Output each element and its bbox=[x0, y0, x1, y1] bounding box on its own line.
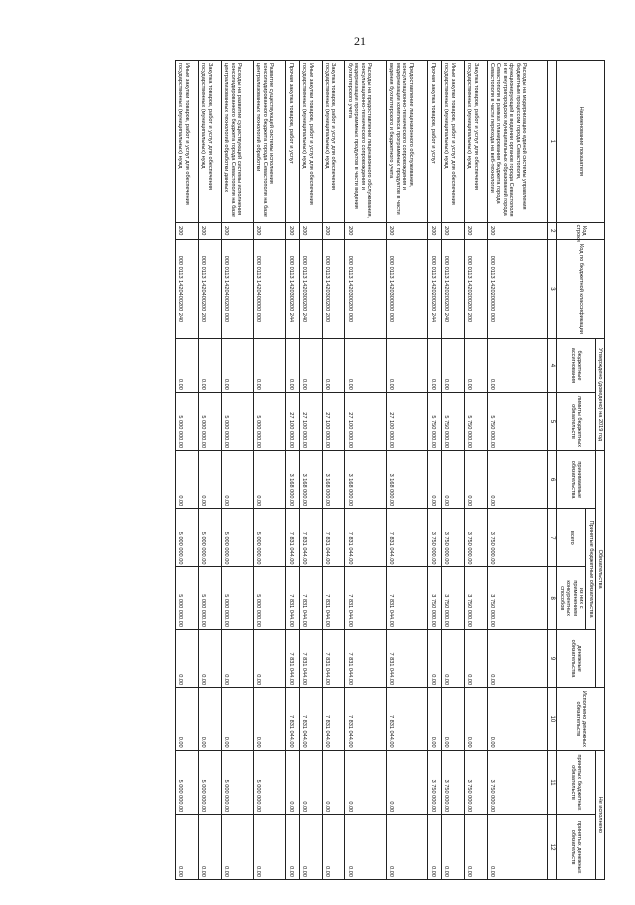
table-row bbox=[299, 61, 322, 880]
row-not-exec-monetary: 0.00 bbox=[386, 815, 427, 880]
row-code: 200 bbox=[428, 222, 442, 239]
row-not-exec-budget: 3 750 000.00 bbox=[464, 750, 487, 815]
row-budget-limits: 27 100 000.00 bbox=[386, 392, 427, 450]
row-code: 200 bbox=[345, 222, 386, 239]
row-monetary-obl: 7 831 044.00 bbox=[286, 629, 300, 687]
row-accepted-obl: 3 168 000.00 bbox=[286, 451, 300, 509]
row-accepted-competitive: 5 000 000.00 bbox=[221, 567, 253, 630]
row-code: 200 bbox=[487, 222, 547, 239]
row-accepted-obl: 0.00 bbox=[441, 451, 464, 509]
table-row bbox=[322, 61, 345, 880]
row-budget-alloc: 0.00 bbox=[299, 339, 322, 393]
row-kbk: 000 0113 1420300000 000 bbox=[386, 239, 427, 338]
row-accepted-competitive: 7 831 044.00 bbox=[386, 567, 427, 630]
header-row-code: Код строки bbox=[557, 222, 605, 239]
col-index: 12 bbox=[547, 815, 557, 880]
page-number: 21 bbox=[354, 34, 366, 48]
row-not-exec-budget: 0.00 bbox=[322, 750, 345, 815]
row-accepted-competitive: 7 831 044.00 bbox=[299, 567, 322, 630]
header-accepted-budget: Принятые бюджетные обязательства bbox=[586, 509, 595, 630]
row-budget-limits: 5 750 000.00 bbox=[428, 392, 442, 450]
row-executed-monetary: 0.00 bbox=[441, 688, 464, 751]
row-name: Расходы на развитие существующей системы исполнения консолидированного бюджета города Севастополя на базе централизованных технологий обработки данных bbox=[221, 61, 253, 223]
row-not-exec-monetary: 0.00 bbox=[345, 815, 386, 880]
header-budget-limits: лимиты бюджетных обязательств bbox=[557, 392, 595, 450]
rotated-table-container bbox=[175, 60, 605, 880]
row-code: 200 bbox=[441, 222, 464, 239]
row-budget-alloc: 0.00 bbox=[253, 339, 285, 393]
row-executed-monetary: 7 831 044.00 bbox=[345, 688, 386, 751]
column-index-row bbox=[547, 61, 557, 880]
col-index: 9 bbox=[547, 629, 557, 687]
col-index: 2 bbox=[547, 222, 557, 239]
row-code: 200 bbox=[253, 222, 285, 239]
table-row bbox=[464, 61, 487, 880]
row-accepted-obl: 0.00 bbox=[464, 451, 487, 509]
row-budget-alloc: 0.00 bbox=[176, 339, 199, 393]
row-name: Расходы на модернизацию единой системы управления бюджетным процессом города Севастополя, функционирующей в ведении органов города Севастополя и ее внутригородских муниципальных образований города Севастополя в рамках планирования бюджета города Севастополя в части перехода на веб-технологии bbox=[487, 61, 547, 223]
row-not-exec-monetary: 0.00 bbox=[322, 815, 345, 880]
col-index: 8 bbox=[547, 567, 557, 630]
row-not-exec-budget: 5 000 000.00 bbox=[253, 750, 285, 815]
row-accepted-total: 3 750 000.00 bbox=[441, 509, 464, 567]
row-monetary-obl: 0.00 bbox=[253, 629, 285, 687]
row-kbk: 000 0113 1420300200 200 bbox=[322, 239, 345, 338]
table-row bbox=[345, 61, 386, 880]
header-name: Наименование показателя bbox=[557, 61, 605, 223]
row-accepted-competitive: 5 000 000.00 bbox=[253, 567, 285, 630]
table-row bbox=[253, 61, 285, 880]
row-name: Расходы на предоставление лицензионного обслуживания, консультационно-технического сопровождения и модернизации программных продуктов в части ведения бухгалтерского учета bbox=[345, 61, 386, 223]
row-executed-monetary: 0.00 bbox=[176, 688, 199, 751]
row-accepted-obl: 0.00 bbox=[428, 451, 442, 509]
row-kbk: 000 0113 1420200200 200 bbox=[464, 239, 487, 338]
row-not-exec-budget: 0.00 bbox=[299, 750, 322, 815]
row-not-exec-monetary: 0.00 bbox=[428, 815, 442, 880]
row-not-exec-monetary: 0.00 bbox=[487, 815, 547, 880]
row-accepted-competitive: 3 750 000.00 bbox=[464, 567, 487, 630]
row-name: Развитие существующей системы исполнения консолидированного бюджета города Севастополя на базе централизованных технологий обработки bbox=[253, 61, 285, 223]
row-monetary-obl: 0.00 bbox=[487, 629, 547, 687]
row-budget-alloc: 0.00 bbox=[441, 339, 464, 393]
col-index: 6 bbox=[547, 451, 557, 509]
header-accepted-monetary-obl: принятых денежных обязательств bbox=[557, 815, 595, 880]
row-kbk: 000 0113 1420400200 000 bbox=[221, 239, 253, 338]
header-approved: Утверждено (доведено) на 2019 год bbox=[595, 339, 604, 451]
row-monetary-obl: 7 831 044.00 bbox=[322, 629, 345, 687]
row-accepted-obl: 3 168 000.00 bbox=[345, 451, 386, 509]
row-kbk: 000 0113 1420300200 240 bbox=[299, 239, 322, 338]
header-accepted-obl: принимаемые обязательства bbox=[557, 451, 595, 509]
header-budget-alloc: бюджетные ассигнования bbox=[557, 339, 595, 393]
row-code: 200 bbox=[386, 222, 427, 239]
header-obligations: Обязательства bbox=[595, 451, 604, 688]
row-name: Закупка товаров, работ и услуг для обеспечения государственных (муниципальных) нужд bbox=[198, 61, 221, 223]
row-kbk: 000 0113 1420400200 200 bbox=[198, 239, 221, 338]
row-monetary-obl: 7 831 044.00 bbox=[299, 629, 322, 687]
row-accepted-obl: 3 168 000.00 bbox=[386, 451, 427, 509]
row-monetary-obl: 0.00 bbox=[441, 629, 464, 687]
row-budget-limits: 27 100 000.00 bbox=[299, 392, 322, 450]
table-row bbox=[441, 61, 464, 880]
row-accepted-competitive: 3 750 000.00 bbox=[428, 567, 442, 630]
row-name: Иные закупки товаров, работ и услуг для обеспечения государственных (муниципальных) нужд bbox=[176, 61, 199, 223]
table-row bbox=[176, 61, 199, 880]
row-not-exec-budget: 0.00 bbox=[286, 750, 300, 815]
row-name: Иные закупки товаров, работ и услуг для обеспечения государственных (муниципальных) нужд bbox=[299, 61, 322, 223]
row-accepted-competitive: 7 831 044.00 bbox=[286, 567, 300, 630]
row-executed-monetary: 0.00 bbox=[487, 688, 547, 751]
row-accepted-obl: 0.00 bbox=[253, 451, 285, 509]
table-body bbox=[176, 61, 548, 880]
row-not-exec-monetary: 0.00 bbox=[299, 815, 322, 880]
row-not-exec-monetary: 0.00 bbox=[221, 815, 253, 880]
row-budget-alloc: 0.00 bbox=[322, 339, 345, 393]
row-accepted-total: 7 831 044.00 bbox=[345, 509, 386, 567]
row-accepted-competitive: 3 750 000.00 bbox=[441, 567, 464, 630]
table-row bbox=[487, 61, 547, 880]
row-accepted-obl: 3 168 000.00 bbox=[299, 451, 322, 509]
table-row bbox=[428, 61, 442, 880]
row-name: Прочая закупка товаров, работ и услуг bbox=[286, 61, 300, 223]
col-index: 10 bbox=[547, 688, 557, 751]
row-budget-limits: 27 100 000.00 bbox=[286, 392, 300, 450]
row-accepted-total: 7 831 044.00 bbox=[286, 509, 300, 567]
row-accepted-total: 7 831 044.00 bbox=[386, 509, 427, 567]
header-competitive: из них с применением конкурентных способов bbox=[557, 567, 586, 630]
row-budget-alloc: 0.00 bbox=[286, 339, 300, 393]
row-accepted-total: 7 831 044.00 bbox=[322, 509, 345, 567]
header-accepted-budget-obl: принятых бюджетных обязательств bbox=[557, 750, 595, 815]
row-not-exec-monetary: 0.00 bbox=[253, 815, 285, 880]
row-monetary-obl: 0.00 bbox=[198, 629, 221, 687]
table-row bbox=[221, 61, 253, 880]
row-executed-monetary: 7 831 044.00 bbox=[322, 688, 345, 751]
row-code: 200 bbox=[299, 222, 322, 239]
row-accepted-obl: 0.00 bbox=[221, 451, 253, 509]
row-budget-alloc: 0.00 bbox=[428, 339, 442, 393]
header-monetary-obl: денежные обязательства bbox=[557, 629, 595, 687]
row-name: Иные закупки товаров, работ и услуг для обеспечения государственных (муниципальных) нужд bbox=[441, 61, 464, 223]
row-budget-limits: 5 000 000.00 bbox=[198, 392, 221, 450]
row-not-exec-monetary: 0.00 bbox=[441, 815, 464, 880]
row-accepted-total: 5 000 000.00 bbox=[221, 509, 253, 567]
row-accepted-obl: 0.00 bbox=[176, 451, 199, 509]
header-total: всего bbox=[557, 509, 586, 567]
row-monetary-obl: 0.00 bbox=[428, 629, 442, 687]
row-name: Прочая закупка товаров, работ и услуг bbox=[428, 61, 442, 223]
row-budget-limits: 5 750 000.00 bbox=[464, 392, 487, 450]
row-monetary-obl: 0.00 bbox=[176, 629, 199, 687]
row-monetary-obl: 7 831 044.00 bbox=[386, 629, 427, 687]
row-budget-alloc: 0.00 bbox=[487, 339, 547, 393]
table-row bbox=[386, 61, 427, 880]
row-budget-alloc: 0.00 bbox=[464, 339, 487, 393]
row-kbk: 000 0113 1420300200 244 bbox=[286, 239, 300, 338]
row-not-exec-budget: 0.00 bbox=[386, 750, 427, 815]
row-accepted-competitive: 5 000 000.00 bbox=[176, 567, 199, 630]
col-index: 3 bbox=[547, 239, 557, 338]
row-accepted-competitive: 5 000 000.00 bbox=[198, 567, 221, 630]
row-not-exec-budget: 0.00 bbox=[345, 750, 386, 815]
row-not-exec-monetary: 0.00 bbox=[176, 815, 199, 880]
col-index: 7 bbox=[547, 509, 557, 567]
row-not-exec-monetary: 0.00 bbox=[286, 815, 300, 880]
row-monetary-obl: 0.00 bbox=[221, 629, 253, 687]
row-not-exec-budget: 5 000 000.00 bbox=[198, 750, 221, 815]
row-accepted-total: 7 831 044.00 bbox=[299, 509, 322, 567]
row-budget-limits: 5 000 000.00 bbox=[176, 392, 199, 450]
row-budget-alloc: 0.00 bbox=[386, 339, 427, 393]
row-code: 200 bbox=[322, 222, 345, 239]
row-executed-monetary: 0.00 bbox=[253, 688, 285, 751]
row-budget-limits: 27 100 000.00 bbox=[345, 392, 386, 450]
row-accepted-total: 5 000 000.00 bbox=[176, 509, 199, 567]
row-not-exec-monetary: 0.00 bbox=[464, 815, 487, 880]
row-accepted-total: 3 750 000.00 bbox=[464, 509, 487, 567]
row-monetary-obl: 7 831 044.00 bbox=[345, 629, 386, 687]
col-index: 4 bbox=[547, 339, 557, 393]
col-index: 5 bbox=[547, 392, 557, 450]
row-budget-alloc: 0.00 bbox=[345, 339, 386, 393]
row-kbk: 000 0113 1420300200 000 bbox=[345, 239, 386, 338]
row-name: Закупка товаров, работ и услуг для обеспечения государственных (муниципальных) нужд bbox=[464, 61, 487, 223]
row-accepted-obl: 0.00 bbox=[198, 451, 221, 509]
row-not-exec-budget: 3 750 000.00 bbox=[487, 750, 547, 815]
row-kbk: 000 0113 1420400000 000 bbox=[253, 239, 285, 338]
row-monetary-obl: 0.00 bbox=[464, 629, 487, 687]
table-row bbox=[286, 61, 300, 880]
row-budget-limits: 5 750 000.00 bbox=[487, 392, 547, 450]
row-accepted-competitive: 7 831 044.00 bbox=[345, 567, 386, 630]
row-code: 200 bbox=[464, 222, 487, 239]
row-accepted-total: 5 000 000.00 bbox=[198, 509, 221, 567]
row-budget-alloc: 0.00 bbox=[221, 339, 253, 393]
row-name: Предоставление лицензионного обслуживания, консультационно-технического сопровождения и модернизации комплекса программных продуктов в части ведения бухгалтерского и бюджетного учета bbox=[386, 61, 427, 223]
row-executed-monetary: 0.00 bbox=[198, 688, 221, 751]
col-index: 1 bbox=[547, 61, 557, 223]
row-accepted-total: 5 000 000.00 bbox=[253, 509, 285, 567]
row-executed-monetary: 0.00 bbox=[428, 688, 442, 751]
row-budget-limits: 5 000 000.00 bbox=[221, 392, 253, 450]
row-kbk: 000 0113 1420400200 240 bbox=[176, 239, 199, 338]
table-header bbox=[547, 61, 604, 880]
row-accepted-obl: 3 168 000.00 bbox=[322, 451, 345, 509]
row-kbk: 000 0113 1420200200 240 bbox=[441, 239, 464, 338]
row-accepted-competitive: 7 831 044.00 bbox=[322, 567, 345, 630]
row-executed-monetary: 7 831 044.00 bbox=[299, 688, 322, 751]
row-not-exec-budget: 5 000 000.00 bbox=[176, 750, 199, 815]
row-executed-monetary: 0.00 bbox=[464, 688, 487, 751]
row-name: Закупка товаров, работ и услуг для обеспечения государственных (муниципальных) нужд bbox=[322, 61, 345, 223]
row-budget-limits: 27 100 000.00 bbox=[322, 392, 345, 450]
row-not-exec-budget: 5 000 000.00 bbox=[221, 750, 253, 815]
row-budget-alloc: 0.00 bbox=[198, 339, 221, 393]
row-budget-limits: 5 750 000.00 bbox=[441, 392, 464, 450]
table-row bbox=[198, 61, 221, 880]
row-code: 200 bbox=[176, 222, 199, 239]
header-not-executed: Не исполнено bbox=[595, 750, 604, 879]
row-not-exec-budget: 3 750 000.00 bbox=[428, 750, 442, 815]
row-executed-monetary: 7 831 044.00 bbox=[386, 688, 427, 751]
header-class-code: Код по бюджетной классификации bbox=[557, 239, 605, 338]
budget-execution-table bbox=[175, 60, 605, 880]
row-kbk: 000 0113 1420200000 000 bbox=[487, 239, 547, 338]
row-executed-monetary: 0.00 bbox=[221, 688, 253, 751]
row-accepted-obl: 0.00 bbox=[487, 451, 547, 509]
row-code: 200 bbox=[221, 222, 253, 239]
row-code: 200 bbox=[198, 222, 221, 239]
row-accepted-total: 3 750 000.00 bbox=[487, 509, 547, 567]
row-not-exec-budget: 3 750 000.00 bbox=[441, 750, 464, 815]
row-not-exec-monetary: 0.00 bbox=[198, 815, 221, 880]
row-kbk: 000 0113 1420200200 244 bbox=[428, 239, 442, 338]
row-code: 200 bbox=[286, 222, 300, 239]
row-budget-limits: 5 000 000.00 bbox=[253, 392, 285, 450]
row-executed-monetary: 7 831 044.00 bbox=[286, 688, 300, 751]
row-accepted-competitive: 3 750 000.00 bbox=[487, 567, 547, 630]
col-index: 11 bbox=[547, 750, 557, 815]
header-executed-monetary: Исполнено денежных обязательств bbox=[557, 688, 605, 751]
row-accepted-total: 3 750 000.00 bbox=[428, 509, 442, 567]
